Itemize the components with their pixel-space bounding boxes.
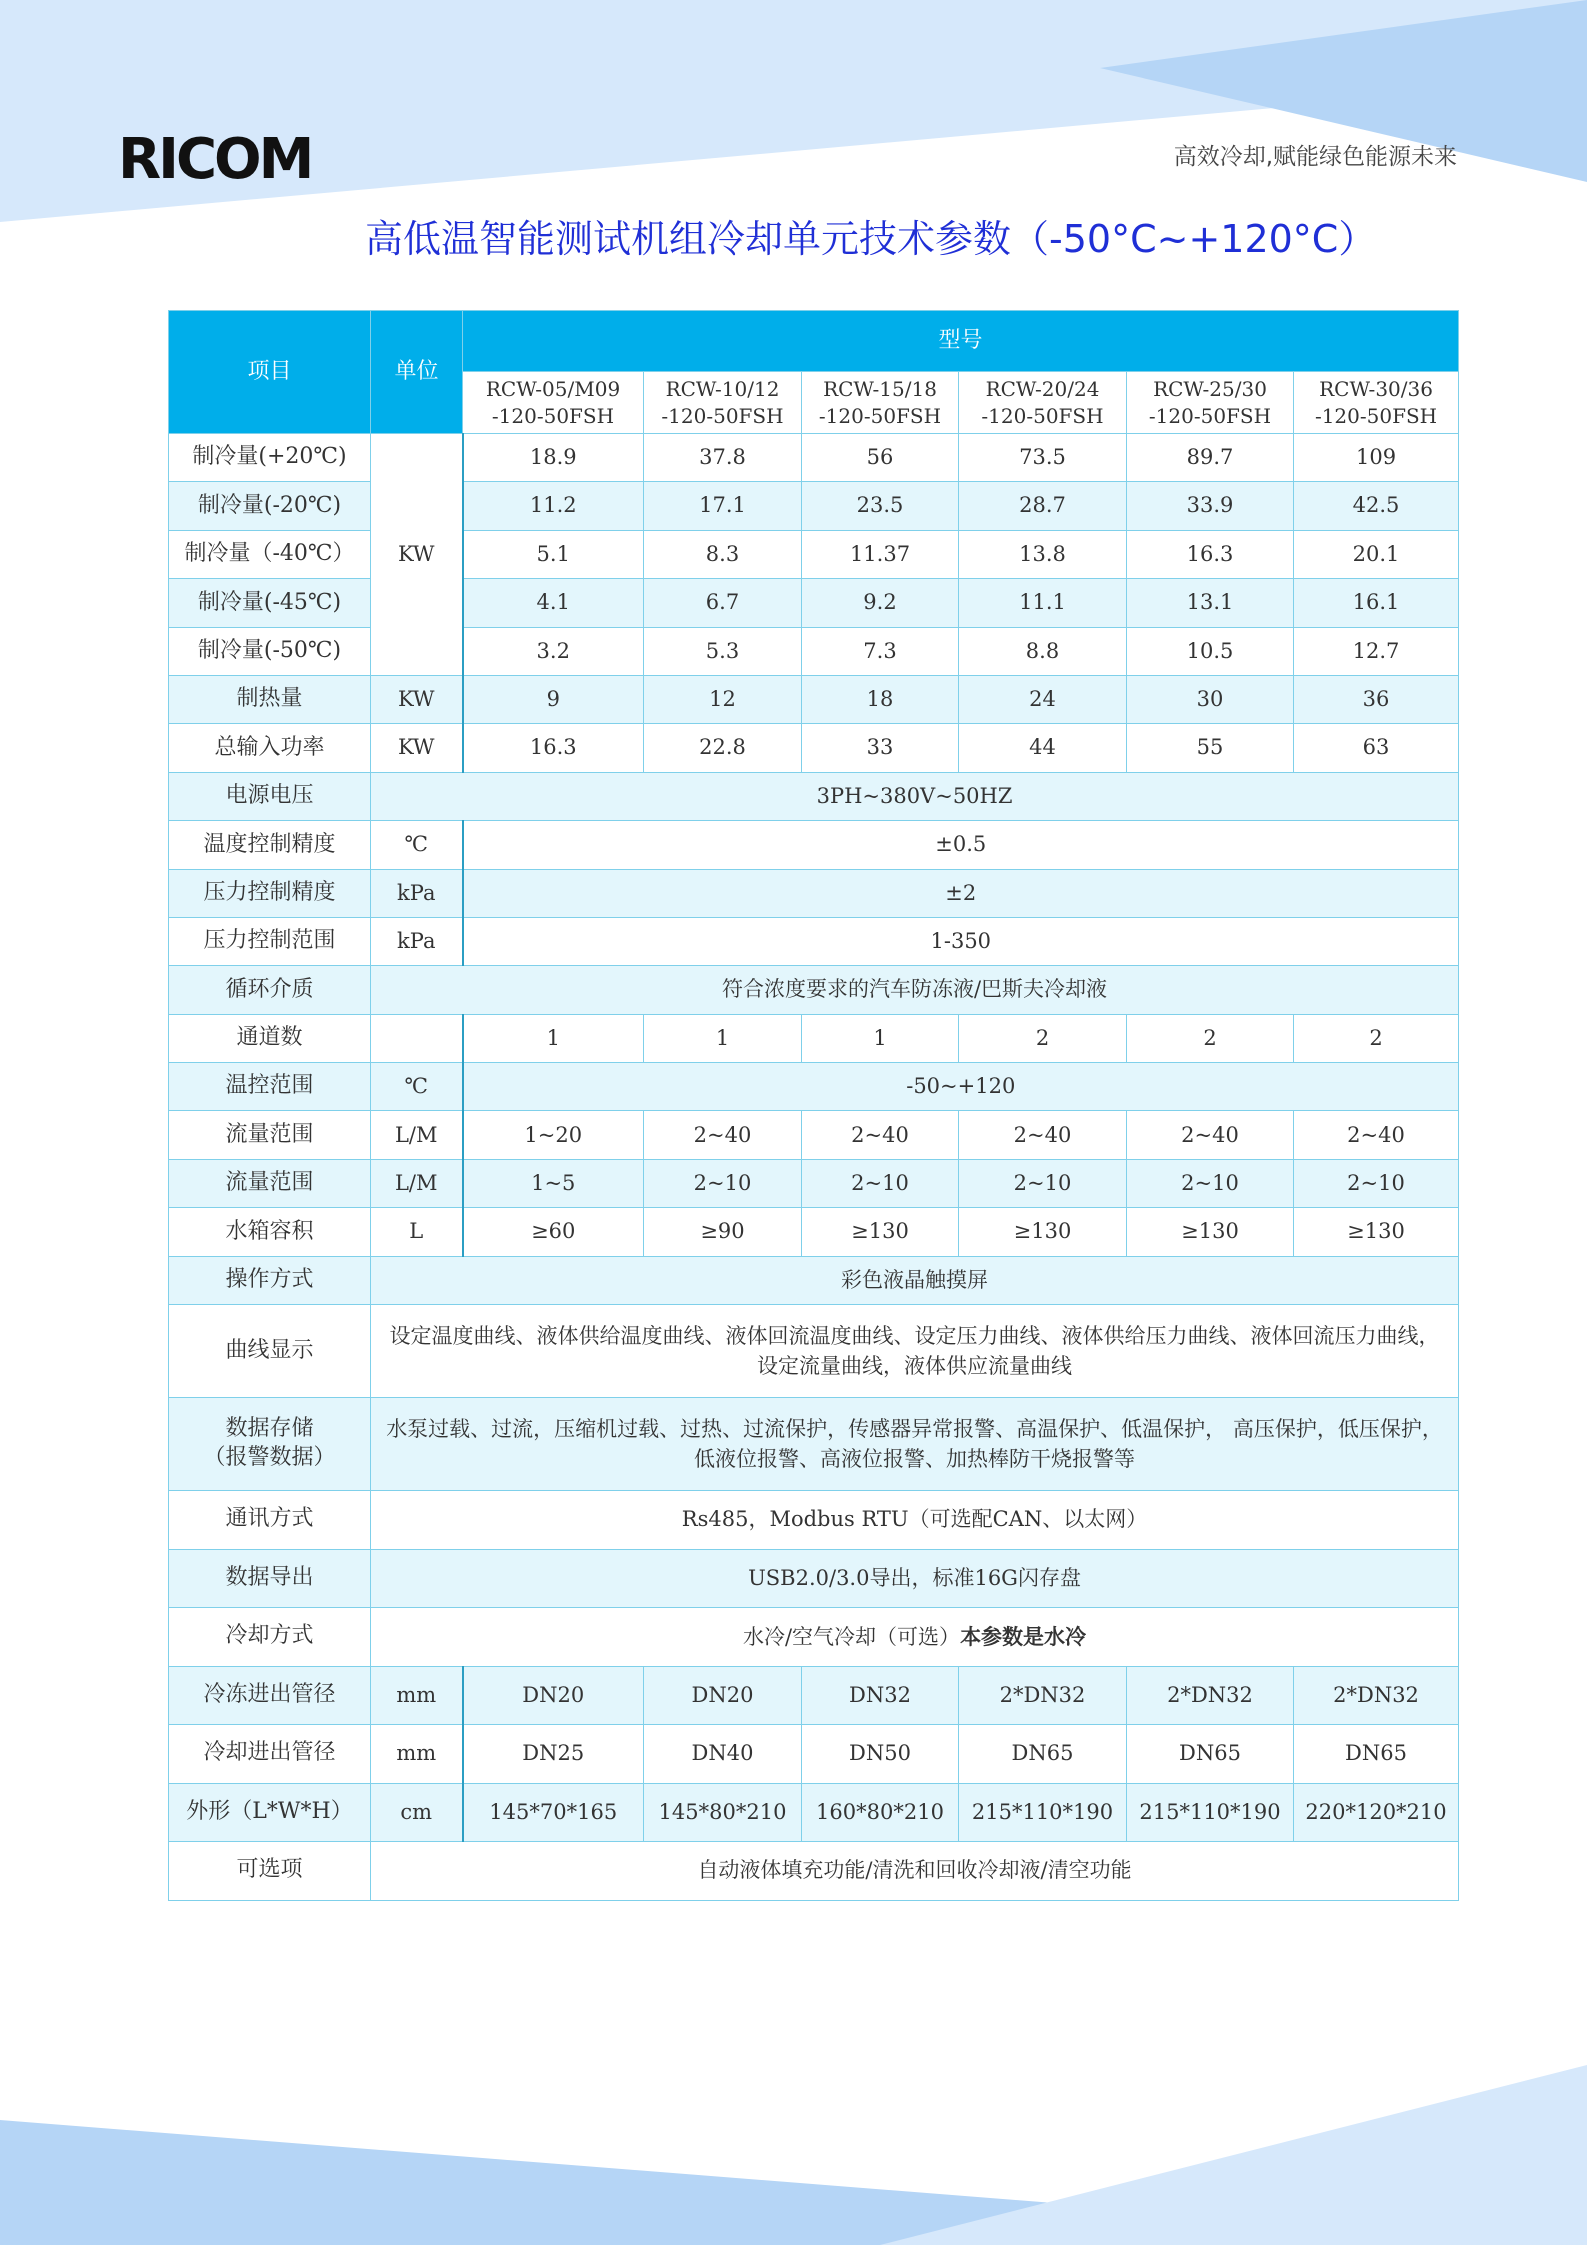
value-cell: 5.3 [644, 627, 802, 675]
table-row [169, 482, 1459, 530]
value-cell: DN40 [644, 1725, 802, 1784]
value-cell: DN65 [959, 1725, 1127, 1784]
value-cell: 36 [1294, 675, 1459, 723]
value-cell: ≥130 [802, 1208, 959, 1256]
value-cell: -50~+120 [463, 1063, 1459, 1111]
model-line2: -120-50FSH [491, 403, 615, 428]
value-cell: 1~5 [463, 1159, 644, 1207]
value-cell: 33 [802, 724, 959, 772]
row-label: 数据导出 [169, 1549, 371, 1608]
row-label: 循环介质 [169, 966, 371, 1014]
unit-cell: kPa [371, 917, 463, 965]
model-line1: RCW-20/24 [985, 376, 1100, 401]
model-cell [802, 372, 959, 434]
model-line1: RCW-25/30 [1153, 376, 1267, 401]
value-cell: ±2 [463, 869, 1459, 917]
row-label: 总输入功率 [169, 724, 371, 772]
value-cell: ≥130 [959, 1208, 1127, 1256]
value-cell: 24 [959, 675, 1127, 723]
value-cell: 18.9 [463, 434, 644, 482]
value-cell: 2~10 [1294, 1159, 1459, 1207]
value-cell: 12 [644, 675, 802, 723]
value-cell: 4.1 [463, 579, 644, 627]
value-cell: 2~10 [802, 1159, 959, 1207]
value-cell: 56 [802, 434, 959, 482]
table-row [169, 1159, 1459, 1207]
value-cell: 33.9 [1127, 482, 1294, 530]
row-label: 操作方式 [169, 1256, 371, 1304]
value-cell: 42.5 [1294, 482, 1459, 530]
table-row [169, 821, 1459, 869]
value-cell: DN32 [802, 1666, 959, 1725]
model-cell [1127, 372, 1294, 434]
table-row [169, 772, 1459, 820]
page-title: 高低温智能测试机组冷却单元技术参数（-50°C~+120°C） [365, 217, 1377, 261]
value-cell: 160*80*210 [802, 1783, 959, 1842]
row-label-line2: （报警数据） [203, 1445, 336, 1471]
table-row [169, 869, 1459, 917]
table-row [169, 1608, 1459, 1667]
row-label: 电源电压 [169, 772, 371, 820]
table-row [169, 1491, 1459, 1550]
unit-cell: ℃ [371, 821, 463, 869]
value-cell: 2~40 [1127, 1111, 1294, 1159]
value-cell: 2~40 [959, 1111, 1127, 1159]
row-label: 通讯方式 [169, 1491, 371, 1550]
value-cell: 1-350 [463, 917, 1459, 965]
value-cell: 11.1 [959, 579, 1127, 627]
table-row [169, 434, 1459, 482]
value-cell: 2~10 [1127, 1159, 1294, 1207]
value-cell [371, 1608, 1459, 1667]
model-line2: -120-50FSH [1148, 403, 1272, 428]
row-label: 冷冻进出管径 [169, 1666, 371, 1725]
value-cell: 1 [802, 1014, 959, 1062]
model-line2: -120-50FSH [1314, 403, 1438, 428]
row-label: 冷却进出管径 [169, 1725, 371, 1784]
value-cell: 2~10 [644, 1159, 802, 1207]
value-cell: 16.3 [1127, 530, 1294, 578]
value-cell: 8.3 [644, 530, 802, 578]
value-cell: 16.3 [463, 724, 644, 772]
unit-cell: mm [371, 1666, 463, 1725]
value-cell: 8.8 [959, 627, 1127, 675]
slogan: 高效冷却,赋能绿色能源未来 [1173, 144, 1457, 170]
value-cell: 11.2 [463, 482, 644, 530]
header-row [169, 311, 1459, 372]
value-cell: 水泵过载、过流，压缩机过载、过热、过流保护，传感器异常报警、高温保护、低温保护， 高压保护，低压保护，低液位报警、高液位报警、加热棒防干烧报警等 [371, 1398, 1459, 1491]
row-label: 制冷量(-20℃) [169, 482, 371, 530]
model-cell [959, 372, 1127, 434]
value-cell: 自动液体填充功能/清洗和回收冷却液/清空功能 [371, 1842, 1459, 1901]
table-row [169, 675, 1459, 723]
col-item-header: 项目 [169, 311, 371, 434]
unit-cell: L/M [371, 1111, 463, 1159]
row-label [169, 1398, 371, 1491]
row-label: 流量范围 [169, 1159, 371, 1207]
value-cell: DN50 [802, 1725, 959, 1784]
table-row [169, 1725, 1459, 1784]
value-cell: ≥130 [1294, 1208, 1459, 1256]
table-row [169, 530, 1459, 578]
row-label: 通道数 [169, 1014, 371, 1062]
value-cell: 3PH~380V~50HZ [371, 772, 1459, 820]
unit-cell: cm [371, 1783, 463, 1842]
row-label: 压力控制范围 [169, 917, 371, 965]
row-label: 水箱容积 [169, 1208, 371, 1256]
value-cell: USB2.0/3.0导出，标准16G闪存盘 [371, 1549, 1459, 1608]
value-cell: 2 [1127, 1014, 1294, 1062]
value-cell: 215*110*190 [1127, 1783, 1294, 1842]
unit-cell: kPa [371, 869, 463, 917]
value-cell: 17.1 [644, 482, 802, 530]
value-cell: 6.7 [644, 579, 802, 627]
table-row [169, 1398, 1459, 1491]
value-cell: 2~40 [802, 1111, 959, 1159]
unit-cell: ℃ [371, 1063, 463, 1111]
row-label: 压力控制精度 [169, 869, 371, 917]
row-label-line1: 数据存储 [225, 1416, 314, 1442]
value-cell: 109 [1294, 434, 1459, 482]
cooling-mode-note: 本参数是水冷 [960, 1623, 1087, 1649]
row-label: 制热量 [169, 675, 371, 723]
row-label: 可选项 [169, 1842, 371, 1901]
value-cell: Rs485，Modbus RTU（可选配CAN、以太网） [371, 1491, 1459, 1550]
value-cell: 符合浓度要求的汽车防冻液/巴斯夫冷却液 [371, 966, 1459, 1014]
model-cell [463, 372, 644, 434]
cooling-mode-text: 水冷/空气冷却（可选） [742, 1624, 961, 1649]
model-line2: -120-50FSH [981, 403, 1104, 428]
value-cell: 2~40 [1294, 1111, 1459, 1159]
table-row [169, 1666, 1459, 1725]
value-cell: 37.8 [644, 434, 802, 482]
row-label: 温度控制精度 [169, 821, 371, 869]
table-row [169, 917, 1459, 965]
value-cell: 73.5 [959, 434, 1127, 482]
row-label: 制冷量(-50℃) [169, 627, 371, 675]
value-cell: 16.1 [1294, 579, 1459, 627]
value-cell: 20.1 [1294, 530, 1459, 578]
value-cell: 2*DN32 [1127, 1666, 1294, 1725]
row-label: 冷却方式 [169, 1608, 371, 1667]
value-cell: 220*120*210 [1294, 1783, 1459, 1842]
table-row [169, 579, 1459, 627]
value-cell: 13.8 [959, 530, 1127, 578]
value-cell: 12.7 [1294, 627, 1459, 675]
value-cell: 2~40 [644, 1111, 802, 1159]
value-cell: ≥60 [463, 1208, 644, 1256]
table-row [169, 1783, 1459, 1842]
table-row [169, 1549, 1459, 1608]
value-cell: 11.37 [802, 530, 959, 578]
col-unit-header: 单位 [371, 311, 463, 434]
table-row [169, 1208, 1459, 1256]
value-cell: 彩色液晶触摸屏 [371, 1256, 1459, 1304]
table-row [169, 1842, 1459, 1901]
value-cell: 23.5 [802, 482, 959, 530]
value-cell: 215*110*190 [959, 1783, 1127, 1842]
value-cell: 2 [959, 1014, 1127, 1062]
table-row [169, 1014, 1459, 1062]
unit-cell: KW [371, 434, 463, 676]
value-cell: 145*80*210 [644, 1783, 802, 1842]
value-cell: 2~10 [959, 1159, 1127, 1207]
row-label: 温控范围 [169, 1063, 371, 1111]
value-cell: 13.1 [1127, 579, 1294, 627]
value-cell: 89.7 [1127, 434, 1294, 482]
col-model-header: 型号 [463, 311, 1459, 372]
table-row [169, 1111, 1459, 1159]
row-label: 外形（L*W*H） [169, 1783, 371, 1842]
value-cell: 3.2 [463, 627, 644, 675]
value-cell: 10.5 [1127, 627, 1294, 675]
value-cell: 9 [463, 675, 644, 723]
value-cell: 7.3 [802, 627, 959, 675]
spec-table [168, 310, 1459, 1901]
unit-cell: KW [371, 675, 463, 723]
unit-cell: mm [371, 1725, 463, 1784]
unit-cell: L/M [371, 1159, 463, 1207]
value-cell: 设定温度曲线、液体供给温度曲线、液体回流温度曲线、设定压力曲线、液体供给压力曲线、液体回流压力曲线，设定流量曲线，液体供应流量曲线 [371, 1305, 1459, 1398]
value-cell: DN65 [1294, 1725, 1459, 1784]
value-cell: 2 [1294, 1014, 1459, 1062]
row-label: 制冷量（-40℃） [169, 530, 371, 578]
model-line1: RCW-15/18 [823, 376, 937, 401]
unit-cell: KW [371, 724, 463, 772]
value-cell: ±0.5 [463, 821, 1459, 869]
row-label: 曲线显示 [169, 1305, 371, 1398]
table-row [169, 1305, 1459, 1398]
value-cell: 44 [959, 724, 1127, 772]
value-cell: ≥90 [644, 1208, 802, 1256]
table-row [169, 1256, 1459, 1304]
value-cell: 9.2 [802, 579, 959, 627]
model-line1: RCW-05/M09 [485, 376, 621, 401]
model-line2: -120-50FSH [661, 403, 784, 428]
value-cell: DN20 [463, 1666, 644, 1725]
row-label: 流量范围 [169, 1111, 371, 1159]
table-row [169, 1063, 1459, 1111]
value-cell: 145*70*165 [463, 1783, 644, 1842]
ricom-logo: RICOM [118, 127, 312, 192]
row-label: 制冷量(+20℃) [169, 434, 371, 482]
value-cell: ≥130 [1127, 1208, 1294, 1256]
value-cell: 5.1 [463, 530, 644, 578]
value-cell: DN65 [1127, 1725, 1294, 1784]
unit-cell [371, 1014, 463, 1062]
row-label: 制冷量(-45℃) [169, 579, 371, 627]
value-cell: 1 [644, 1014, 802, 1062]
table-row [169, 966, 1459, 1014]
model-line1: RCW-30/36 [1319, 376, 1433, 401]
value-cell: DN20 [644, 1666, 802, 1725]
value-cell: 2*DN32 [1294, 1666, 1459, 1725]
value-cell: DN25 [463, 1725, 644, 1784]
value-cell: 18 [802, 675, 959, 723]
value-cell: 1 [463, 1014, 644, 1062]
value-cell: 28.7 [959, 482, 1127, 530]
value-cell: 22.8 [644, 724, 802, 772]
value-cell: 1~20 [463, 1111, 644, 1159]
value-cell: 55 [1127, 724, 1294, 772]
unit-cell: L [371, 1208, 463, 1256]
value-cell: 63 [1294, 724, 1459, 772]
model-line2: -120-50FSH [818, 403, 942, 428]
table-row [169, 724, 1459, 772]
value-cell: 30 [1127, 675, 1294, 723]
value-cell: 2*DN32 [959, 1666, 1127, 1725]
model-cell [1294, 372, 1459, 434]
model-cell [644, 372, 802, 434]
model-line1: RCW-10/12 [665, 376, 780, 401]
table-row [169, 627, 1459, 675]
